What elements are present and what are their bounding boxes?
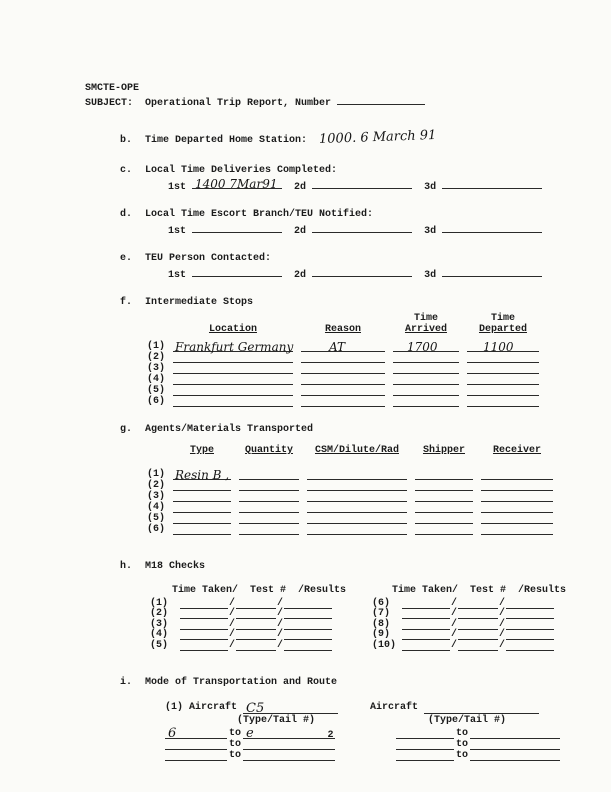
m18-row — [150, 640, 372, 651]
route-to-line — [470, 740, 560, 750]
item-f — [85, 297, 585, 309]
spacer — [147, 324, 173, 335]
item-b-label: b. — [120, 135, 133, 146]
aircraft-row — [85, 702, 585, 714]
results-line — [284, 629, 332, 640]
item-g — [85, 424, 585, 436]
item-e — [85, 253, 585, 265]
slash: / — [277, 629, 284, 641]
slash: / — [499, 639, 506, 651]
receiver-line — [481, 524, 553, 535]
slash: / — [277, 608, 284, 620]
third-label: 3d — [424, 182, 437, 193]
aircraft-type-line — [243, 700, 338, 716]
slash: / — [229, 618, 236, 630]
quantity-line — [239, 480, 299, 491]
item-d-title: Local Time Escort Branch/TEU Notified: — [145, 209, 374, 220]
reason-line — [301, 341, 385, 352]
first-notified-line — [192, 223, 282, 233]
col-header-time: Time — [490, 313, 515, 324]
table-row — [147, 469, 585, 480]
col-header-arrived: Arrived — [404, 324, 447, 335]
slash: / — [499, 618, 506, 630]
handwritten-departure-time: 1000. 6 March 91 — [318, 127, 437, 148]
handwritten-departed: 1100 — [483, 340, 514, 354]
route-to-line — [243, 740, 335, 750]
test-number-line — [236, 619, 276, 630]
m18-checks-table — [85, 598, 585, 651]
test-number-line — [458, 629, 498, 640]
subject-number-line — [337, 95, 425, 105]
type-line — [173, 524, 231, 535]
departed-line — [467, 385, 539, 396]
row-number: (1) — [147, 469, 166, 480]
subject-label: SUBJECT: — [85, 98, 134, 109]
first-label: 1st — [168, 182, 187, 193]
shipper-line — [415, 513, 473, 524]
slash: / — [277, 639, 284, 651]
m18-row — [372, 619, 554, 630]
slash: / — [451, 597, 458, 609]
row-number: (10) — [372, 639, 397, 651]
row-number: (5) — [147, 385, 166, 396]
col-header-quantity: Quantity — [244, 445, 293, 456]
second-contact-line — [312, 267, 412, 277]
item-i — [85, 677, 585, 689]
row-number: (3) — [147, 491, 166, 502]
type-tail-caption: (Type/Tail #) — [428, 714, 507, 726]
csm-line — [307, 513, 407, 524]
table-row — [147, 491, 585, 502]
table-header-row — [147, 324, 585, 335]
table-row — [147, 352, 585, 363]
slash: / — [499, 608, 506, 620]
slash: / — [229, 639, 236, 651]
aircraft-label: Aircraft — [189, 701, 238, 713]
arrived-line — [393, 396, 459, 407]
m18-row — [150, 619, 372, 630]
time-taken-line — [180, 619, 228, 630]
spacer — [147, 313, 173, 324]
item-e-fields — [85, 267, 585, 282]
third-contact-line — [442, 267, 542, 277]
item-i-title: Mode of Transportation and Route — [145, 676, 338, 688]
row-number: (2) — [150, 608, 169, 620]
spacer — [147, 445, 173, 456]
third-delivery-line — [442, 179, 542, 189]
page-number: 2 — [327, 730, 334, 741]
reason-line — [301, 374, 385, 385]
csm-line — [307, 524, 407, 535]
time-taken-line — [402, 619, 450, 630]
arrived-line — [393, 385, 459, 396]
handwritten-reason: AT — [329, 340, 346, 354]
col-header-shipper: Shipper — [422, 445, 465, 456]
row-number: (4) — [147, 374, 166, 385]
m18-row — [372, 630, 554, 641]
row-number: (1) — [147, 341, 166, 352]
location-line — [173, 363, 293, 374]
row-number: (1) — [150, 597, 169, 609]
departed-line — [467, 341, 539, 352]
reason-line — [301, 363, 385, 374]
location-line — [173, 352, 293, 363]
row-number: (6) — [147, 524, 166, 535]
m18-col-header-left: Time Taken/ Test # /Results — [172, 585, 347, 596]
row-number: (2) — [147, 352, 166, 363]
to-label: to — [456, 738, 469, 750]
test-number-line — [236, 629, 276, 640]
to-label: to — [456, 749, 469, 761]
type-line — [173, 513, 231, 524]
to-label: to — [229, 727, 242, 739]
aircraft-type-line — [424, 704, 539, 714]
type-line — [173, 502, 231, 513]
handwritten-scribble: 6 — [168, 725, 177, 741]
first-contact-line — [192, 267, 282, 277]
type-line — [173, 480, 231, 491]
m18-col-header-right: Time Taken/ Test # /Results — [392, 585, 567, 596]
departed-line — [467, 374, 539, 385]
first-label: 1st — [168, 270, 187, 281]
col-header-departed: Departed — [478, 324, 527, 335]
receiver-line — [481, 480, 553, 491]
row-number: (9) — [372, 629, 391, 641]
item-g-label: g. — [120, 424, 133, 435]
receiver-line — [481, 469, 553, 480]
table-row — [147, 374, 585, 385]
results-line — [284, 598, 332, 609]
item-d-label: d. — [120, 209, 133, 220]
item-h — [85, 561, 585, 573]
m18-left-column — [150, 598, 372, 651]
shipper-line — [415, 502, 473, 513]
item-e-label: e. — [120, 253, 133, 264]
route-to-line — [243, 751, 335, 761]
item-d-fields — [85, 223, 585, 238]
row-number: (5) — [147, 513, 166, 524]
table-row — [147, 385, 585, 396]
handwritten-arrived: 1700 — [407, 340, 438, 354]
table-row — [147, 502, 585, 513]
intermediate-stops-table — [85, 313, 585, 407]
spacer — [301, 313, 385, 324]
table-row — [147, 363, 585, 374]
m18-row — [150, 630, 372, 641]
arrived-line — [393, 363, 459, 374]
col-header-receiver: Receiver — [492, 445, 541, 456]
item-d — [85, 209, 585, 221]
results-line — [506, 619, 554, 630]
shipper-line — [415, 469, 473, 480]
subject-line — [85, 95, 585, 110]
m18-row — [372, 609, 554, 620]
row-number: (1) — [165, 701, 184, 713]
shipper-line — [415, 491, 473, 502]
m18-right-column — [372, 598, 554, 651]
row-number: (3) — [150, 618, 169, 630]
col-header-time: Time — [413, 313, 438, 324]
departed-line — [467, 352, 539, 363]
item-i-label: i. — [120, 676, 133, 688]
csm-line — [307, 491, 407, 502]
time-taken-line — [180, 598, 228, 609]
handwritten-first-delivery: 1400 7Mar91 — [195, 177, 278, 191]
slash: / — [229, 597, 236, 609]
quantity-line — [239, 491, 299, 502]
second-label: 2d — [294, 226, 307, 237]
row-number: (6) — [372, 597, 391, 609]
route-from-line — [165, 740, 227, 750]
location-line — [173, 374, 293, 385]
handwritten-type: Resin B , — [175, 468, 230, 482]
row-number: (8) — [372, 618, 391, 630]
shipper-line — [415, 524, 473, 535]
table-row — [147, 396, 585, 407]
first-delivery-line — [192, 179, 282, 189]
route-to-line — [470, 751, 560, 761]
handwritten-aircraft-type: C5 — [246, 700, 265, 716]
row-number: (6) — [147, 396, 166, 407]
arrived-line — [393, 374, 459, 385]
departed-line — [467, 396, 539, 407]
third-notified-line — [442, 223, 542, 233]
results-line — [506, 608, 554, 619]
type-tail-caption: (Type/Tail #) — [237, 714, 316, 726]
route-from-line — [396, 740, 454, 750]
item-h-title: M18 Checks — [145, 561, 206, 572]
results-line — [284, 608, 332, 619]
type-tail-caption-row — [85, 715, 585, 726]
test-number-line — [458, 640, 498, 651]
route-from-line — [165, 751, 227, 761]
table-row — [147, 524, 585, 535]
receiver-line — [481, 502, 553, 513]
test-number-line — [236, 608, 276, 619]
reason-line — [301, 352, 385, 363]
table-row — [147, 480, 585, 491]
m18-row — [150, 598, 372, 609]
third-label: 3d — [424, 270, 437, 281]
location-line — [173, 341, 293, 352]
slash: / — [229, 608, 236, 620]
slash: / — [451, 629, 458, 641]
location-line — [173, 385, 293, 396]
slash: / — [451, 618, 458, 630]
handwritten-location: Frankfurt Germany — [175, 340, 294, 354]
slash: / — [499, 629, 506, 641]
item-c-label: c. — [120, 165, 133, 176]
slash: / — [277, 618, 284, 630]
item-c-fields — [85, 179, 585, 194]
slash: / — [451, 608, 458, 620]
col-header-type: Type — [189, 445, 214, 456]
reason-line — [301, 396, 385, 407]
time-taken-line — [402, 640, 450, 651]
item-g-title: Agents/Materials Transported — [145, 424, 314, 435]
route-from-line — [396, 751, 454, 761]
to-label: to — [229, 749, 242, 761]
csm-line — [307, 469, 407, 480]
route-row — [85, 750, 585, 761]
office-symbol: SMCTE-OPE — [85, 83, 140, 94]
test-number-line — [458, 598, 498, 609]
m18-row — [150, 609, 372, 620]
csm-line — [307, 502, 407, 513]
item-c — [85, 165, 585, 177]
time-taken-line — [402, 608, 450, 619]
row-number: (4) — [147, 502, 166, 513]
table-row — [147, 341, 585, 352]
m18-row — [372, 640, 554, 651]
type-line — [173, 469, 231, 480]
item-f-title: Intermediate Stops — [145, 297, 254, 308]
item-h-label: h. — [120, 561, 133, 572]
quantity-line — [239, 469, 299, 480]
time-taken-line — [402, 629, 450, 640]
reason-line — [301, 385, 385, 396]
to-label: to — [229, 738, 242, 750]
second-label: 2d — [294, 182, 307, 193]
agents-materials-table — [85, 445, 585, 535]
col-header-reason: Reason — [324, 324, 361, 335]
test-number-line — [236, 598, 276, 609]
second-label: 2d — [294, 270, 307, 281]
m18-header-row — [85, 585, 585, 596]
row-number: (2) — [147, 480, 166, 491]
shipper-line — [415, 480, 473, 491]
arrived-line — [393, 341, 459, 352]
third-label: 3d — [424, 226, 437, 237]
second-delivery-line — [312, 179, 412, 189]
col-header-location: Location — [208, 324, 257, 335]
receiver-line — [481, 513, 553, 524]
test-number-line — [236, 640, 276, 651]
item-e-title: TEU Person Contacted: — [145, 253, 272, 264]
quantity-line — [239, 502, 299, 513]
slash: / — [229, 629, 236, 641]
document-body — [85, 83, 585, 761]
arrived-line — [393, 352, 459, 363]
location-line — [173, 396, 293, 407]
table-header-row — [147, 445, 585, 456]
receiver-line — [481, 491, 553, 502]
test-number-line — [458, 619, 498, 630]
item-b-title: Time Departed Home Station: — [145, 135, 308, 146]
table-header-row — [147, 313, 585, 324]
table-row — [147, 513, 585, 524]
csm-line — [307, 480, 407, 491]
time-taken-line — [402, 598, 450, 609]
row-number: (3) — [147, 363, 166, 374]
slash: / — [499, 597, 506, 609]
results-line — [284, 640, 332, 651]
to-label: to — [456, 727, 469, 739]
results-line — [284, 619, 332, 630]
item-c-title: Local Time Deliveries Completed: — [145, 165, 338, 176]
departed-line — [467, 363, 539, 374]
row-number: (5) — [150, 639, 169, 651]
second-notified-line — [312, 223, 412, 233]
results-line — [506, 640, 554, 651]
results-line — [506, 598, 554, 609]
row-number: (4) — [150, 629, 169, 641]
col-header-csm: CSM/Dilute/Rad — [314, 445, 399, 456]
item-f-label: f. — [120, 297, 133, 308]
quantity-line — [239, 524, 299, 535]
item-b — [85, 127, 585, 148]
quantity-line — [239, 513, 299, 524]
test-number-line — [458, 608, 498, 619]
time-taken-line — [180, 629, 228, 640]
subject-text: Operational Trip Report, Number — [145, 98, 332, 109]
time-taken-line — [180, 608, 228, 619]
m18-row — [372, 598, 554, 609]
handwritten-scribble: e — [246, 725, 254, 741]
results-line — [506, 629, 554, 640]
time-taken-line — [180, 640, 228, 651]
slash: / — [277, 597, 284, 609]
slash: / — [451, 639, 458, 651]
first-label: 1st — [168, 226, 187, 237]
aircraft-label: Aircraft — [370, 701, 419, 713]
spacer — [173, 313, 293, 324]
row-number: (7) — [372, 608, 391, 620]
type-line — [173, 491, 231, 502]
